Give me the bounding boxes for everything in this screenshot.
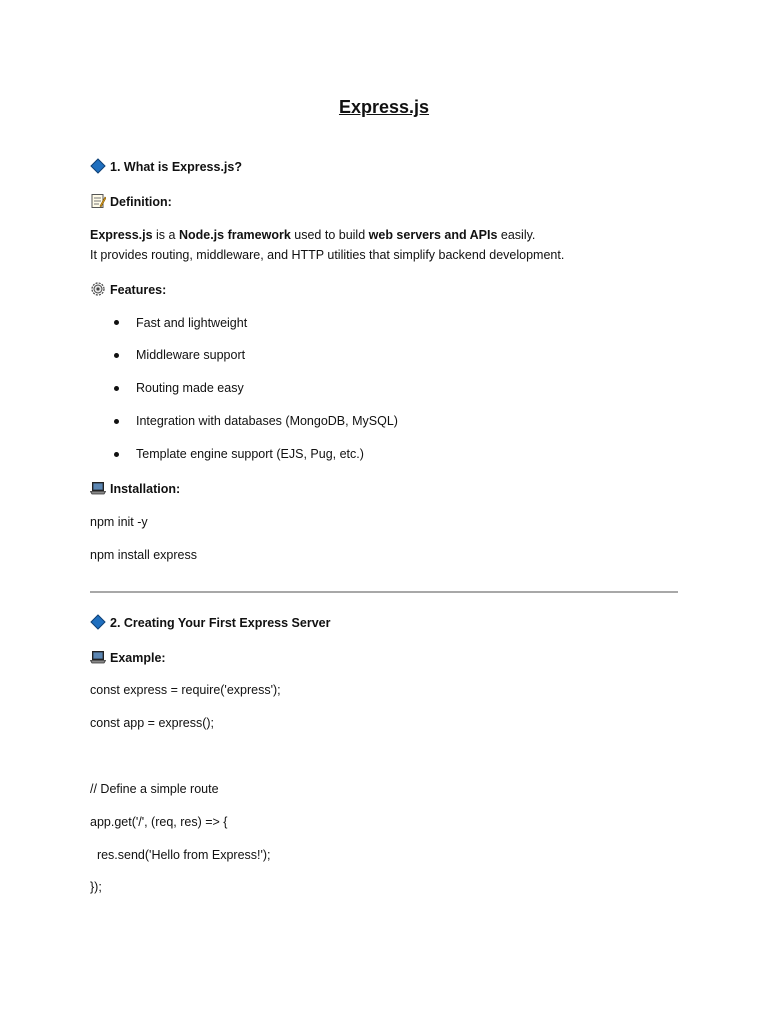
install-command: npm install express — [90, 548, 197, 562]
code-line: }); — [90, 880, 102, 894]
laptop-icon — [90, 649, 106, 665]
installation-label — [90, 480, 180, 497]
bullet-dot — [114, 452, 119, 457]
definition-line-2: It provides routing, middleware, and HTTP utilities that simplify backend development. — [90, 248, 565, 262]
definition-text-2: used to build — [290, 228, 369, 242]
list-item: Template engine support (EJS, Pug, etc.) — [136, 447, 364, 461]
bullet-dot — [114, 386, 119, 391]
list-item: Integration with databases (MongoDB, MySQL) — [136, 414, 398, 428]
list-item: Routing made easy — [136, 381, 244, 395]
definition-framework: Node.js framework — [178, 228, 291, 242]
code-line: app.get('/', (req, res) => { — [90, 815, 228, 829]
section-1-heading — [90, 158, 242, 175]
example-label-text: Example: — [110, 651, 166, 665]
code-line: const express = require('express'); — [90, 683, 281, 697]
definition-label-text: Definition: — [110, 195, 172, 209]
code-line: // Define a simple route — [90, 782, 219, 796]
definition-text-3: easily. — [497, 228, 536, 242]
list-item: Fast and lightweight — [136, 316, 248, 330]
list-item: Middleware support — [136, 348, 246, 362]
memo-icon — [90, 193, 106, 209]
laptop-icon — [90, 480, 106, 496]
bullet-dot — [114, 353, 119, 358]
page-title: Express.js — [338, 97, 430, 117]
features-label — [90, 281, 166, 298]
definition-label — [90, 193, 172, 210]
installation-label-text: Installation: — [110, 482, 181, 496]
section-2-heading — [90, 614, 330, 631]
section-1-heading-text: 1. What is Express.js? — [110, 160, 242, 174]
diamond-icon — [90, 158, 106, 174]
diamond-icon — [90, 614, 106, 630]
features-label-text: Features: — [110, 283, 167, 297]
bullet-dot — [114, 320, 119, 325]
definition-text-1: is a — [152, 228, 179, 242]
definition-term: Express.js — [90, 228, 153, 242]
section-2-heading-text: 2. Creating Your First Express Server — [110, 616, 331, 630]
definition-purpose: web servers and APIs — [368, 228, 498, 242]
section-divider — [90, 591, 678, 593]
example-label — [90, 649, 166, 666]
gear-icon — [90, 281, 106, 297]
definition-line-1 — [90, 227, 535, 243]
bullet-dot — [114, 419, 119, 424]
install-command: npm init -y — [90, 515, 148, 529]
code-line: res.send('Hello from Express!'); — [90, 848, 271, 862]
code-line: const app = express(); — [90, 716, 215, 730]
